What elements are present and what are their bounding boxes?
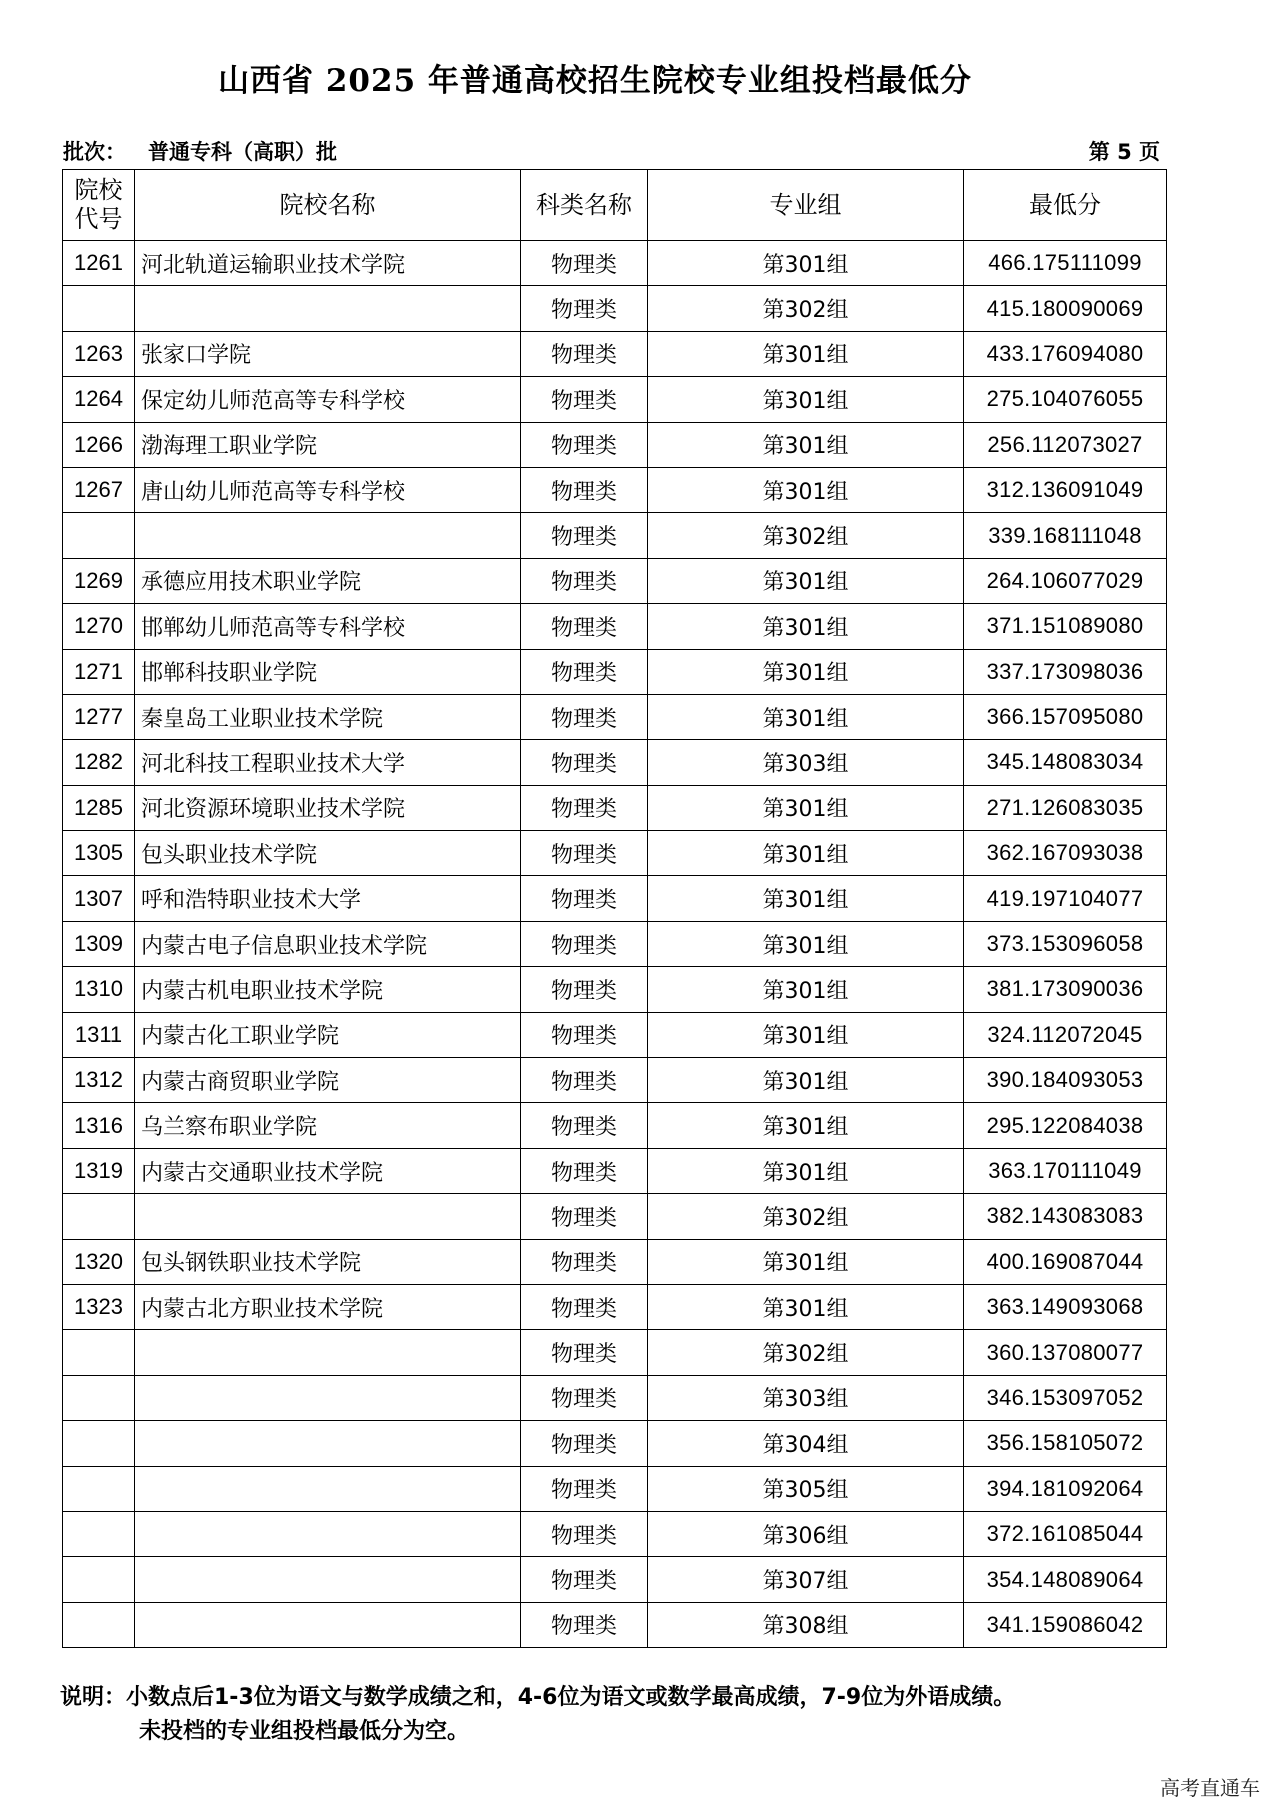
- row-group: 第301组: [648, 785, 964, 830]
- table-row: [63, 649, 1167, 694]
- row-group: 第302组: [648, 286, 964, 331]
- row-group: 第302组: [648, 513, 964, 558]
- row-category: 物理类: [521, 377, 648, 422]
- row-code: 1277: [63, 694, 135, 739]
- row-school-name: [135, 1330, 521, 1375]
- row-code: 1311: [63, 1012, 135, 1057]
- row-group: 第302组: [648, 1194, 964, 1239]
- table-row: [63, 513, 1167, 558]
- row-category: 物理类: [521, 1466, 648, 1511]
- row-code: 1309: [63, 921, 135, 966]
- row-code: 1310: [63, 967, 135, 1012]
- row-min-score: 295.122084038: [964, 1103, 1167, 1148]
- row-school-name: [135, 1375, 521, 1420]
- row-group: 第305组: [648, 1466, 964, 1511]
- row-min-score: 466.175111099: [964, 241, 1167, 286]
- batch-label: 批次：: [63, 140, 126, 164]
- row-min-score: 337.173098036: [964, 649, 1167, 694]
- row-min-score: 394.181092064: [964, 1466, 1167, 1511]
- row-school-name: [135, 1421, 521, 1466]
- row-group: 第301组: [648, 1239, 964, 1284]
- row-group: 第303组: [648, 1375, 964, 1420]
- table-row: [63, 1466, 1167, 1511]
- footnote-line1: 说明：小数点后1-3位为语文与数学成绩之和，4-6位为语文或数学最高成绩，7-9位为外语成绩。: [60, 1685, 1016, 1710]
- table-row: [63, 604, 1167, 649]
- row-school-name: 渤海理工职业学院: [135, 422, 521, 467]
- row-min-score: 312.136091049: [964, 467, 1167, 512]
- row-school-name: 内蒙古交通职业技术学院: [135, 1148, 521, 1193]
- row-group: 第301组: [648, 604, 964, 649]
- row-code: 1271: [63, 649, 135, 694]
- row-school-name: 河北资源环境职业技术学院: [135, 785, 521, 830]
- row-school-name: 张家口学院: [135, 331, 521, 376]
- row-group: 第306组: [648, 1511, 964, 1556]
- row-category: 物理类: [521, 286, 648, 331]
- row-min-score: 346.153097052: [964, 1375, 1167, 1420]
- row-code: [63, 1557, 135, 1602]
- row-category: 物理类: [521, 740, 648, 785]
- row-code: [63, 286, 135, 331]
- batch-info: [63, 136, 337, 166]
- row-min-score: 419.197104077: [964, 876, 1167, 921]
- score-table: [62, 169, 1167, 1648]
- row-code: 1264: [63, 377, 135, 422]
- row-category: 物理类: [521, 921, 648, 966]
- row-category: 物理类: [521, 876, 648, 921]
- row-category: 物理类: [521, 1602, 648, 1647]
- row-code: 1266: [63, 422, 135, 467]
- table-row: [63, 831, 1167, 876]
- row-min-score: 356.158105072: [964, 1421, 1167, 1466]
- row-min-score: 345.148083034: [964, 740, 1167, 785]
- row-group: 第301组: [648, 377, 964, 422]
- table-row: [63, 1103, 1167, 1148]
- row-min-score: 363.149093068: [964, 1284, 1167, 1329]
- row-code: 1319: [63, 1148, 135, 1193]
- row-category: 物理类: [521, 1330, 648, 1375]
- table-row: [63, 1602, 1167, 1647]
- row-group: 第301组: [648, 1148, 964, 1193]
- row-code: [63, 1602, 135, 1647]
- row-code: 1267: [63, 467, 135, 512]
- row-category: 物理类: [521, 1557, 648, 1602]
- row-code: [63, 1466, 135, 1511]
- row-category: 物理类: [521, 1421, 648, 1466]
- table-row: [63, 1148, 1167, 1193]
- row-school-name: 内蒙古北方职业技术学院: [135, 1284, 521, 1329]
- row-school-name: [135, 286, 521, 331]
- row-school-name: [135, 1194, 521, 1239]
- table-row: [63, 1421, 1167, 1466]
- row-school-name: [135, 1511, 521, 1556]
- row-school-name: 秦皇岛工业职业技术学院: [135, 694, 521, 739]
- row-school-name: 乌兰察布职业学院: [135, 1103, 521, 1148]
- table-row: [63, 377, 1167, 422]
- row-code: [63, 1511, 135, 1556]
- row-group: 第301组: [648, 467, 964, 512]
- row-code: 1307: [63, 876, 135, 921]
- row-group: 第302组: [648, 1330, 964, 1375]
- row-category: 物理类: [521, 967, 648, 1012]
- footnote: [60, 1681, 1210, 1749]
- row-school-name: [135, 1557, 521, 1602]
- footnote-line2: 未投档的专业组投档最低分为空。: [139, 1719, 470, 1744]
- row-school-name: 内蒙古商贸职业学院: [135, 1058, 521, 1103]
- row-min-score: 339.168111048: [964, 513, 1167, 558]
- row-school-name: [135, 513, 521, 558]
- header-code: [63, 170, 135, 241]
- table-row: [63, 241, 1167, 286]
- row-code: 1270: [63, 604, 135, 649]
- row-category: 物理类: [521, 785, 648, 830]
- row-group: 第301组: [648, 876, 964, 921]
- row-min-score: 415.180090069: [964, 286, 1167, 331]
- row-min-score: 381.173090036: [964, 967, 1167, 1012]
- row-category: 物理类: [521, 513, 648, 558]
- row-school-name: 承德应用技术职业学院: [135, 558, 521, 603]
- row-category: 物理类: [521, 831, 648, 876]
- table-row: [63, 331, 1167, 376]
- row-code: [63, 1330, 135, 1375]
- row-group: 第303组: [648, 740, 964, 785]
- row-code: 1320: [63, 1239, 135, 1284]
- table-row: [63, 1330, 1167, 1375]
- row-min-score: 372.161085044: [964, 1511, 1167, 1556]
- row-code: [63, 1375, 135, 1420]
- table-row: [63, 921, 1167, 966]
- row-category: 物理类: [521, 1375, 648, 1420]
- row-group: 第301组: [648, 694, 964, 739]
- row-category: 物理类: [521, 1103, 648, 1148]
- row-code: [63, 513, 135, 558]
- row-min-score: 433.176094080: [964, 331, 1167, 376]
- row-category: 物理类: [521, 1058, 648, 1103]
- page-number: 第 5 页: [1088, 140, 1160, 164]
- row-group: 第301组: [648, 1103, 964, 1148]
- row-category: 物理类: [521, 331, 648, 376]
- row-group: 第308组: [648, 1602, 964, 1647]
- header-category: 科类名称: [521, 170, 648, 241]
- table-row: [63, 1058, 1167, 1103]
- header-code-line2: 代号: [74, 205, 123, 233]
- row-school-name: 包头职业技术学院: [135, 831, 521, 876]
- row-group: 第301组: [648, 558, 964, 603]
- row-category: 物理类: [521, 1239, 648, 1284]
- row-category: 物理类: [521, 1148, 648, 1193]
- row-min-score: 271.126083035: [964, 785, 1167, 830]
- table-row: [63, 1557, 1167, 1602]
- row-group: 第301组: [648, 921, 964, 966]
- row-min-score: 341.159086042: [964, 1602, 1167, 1647]
- row-group: 第301组: [648, 1012, 964, 1057]
- row-school-name: 内蒙古化工职业学院: [135, 1012, 521, 1057]
- row-min-score: 354.148089064: [964, 1557, 1167, 1602]
- row-category: 物理类: [521, 649, 648, 694]
- row-school-name: 河北科技工程职业技术大学: [135, 740, 521, 785]
- row-code: [63, 1421, 135, 1466]
- row-code: 1323: [63, 1284, 135, 1329]
- row-school-name: 唐山幼儿师范高等专科学校: [135, 467, 521, 512]
- table-row: [63, 422, 1167, 467]
- table-row: [63, 740, 1167, 785]
- row-min-score: 362.167093038: [964, 831, 1167, 876]
- row-group: 第301组: [648, 422, 964, 467]
- row-code: 1316: [63, 1103, 135, 1148]
- row-min-score: 363.170111049: [964, 1148, 1167, 1193]
- row-min-score: 366.157095080: [964, 694, 1167, 739]
- row-school-name: 内蒙古电子信息职业技术学院: [135, 921, 521, 966]
- row-category: 物理类: [521, 604, 648, 649]
- row-school-name: 邯郸科技职业学院: [135, 649, 521, 694]
- watermark: 高考直通车: [1160, 1776, 1260, 1800]
- row-min-score: 390.184093053: [964, 1058, 1167, 1103]
- table-row: [63, 967, 1167, 1012]
- table-row: [63, 1511, 1167, 1556]
- row-min-score: 324.112072045: [964, 1012, 1167, 1057]
- row-school-name: 内蒙古机电职业技术学院: [135, 967, 521, 1012]
- row-code: 1269: [63, 558, 135, 603]
- row-min-score: 373.153096058: [964, 921, 1167, 966]
- row-school-name: 呼和浩特职业技术大学: [135, 876, 521, 921]
- row-group: 第307组: [648, 1557, 964, 1602]
- table-row: [63, 467, 1167, 512]
- row-code: 1305: [63, 831, 135, 876]
- row-group: 第301组: [648, 649, 964, 694]
- row-category: 物理类: [521, 1511, 648, 1556]
- batch-value: 普通专科（高职）批: [148, 140, 337, 164]
- row-min-score: 264.106077029: [964, 558, 1167, 603]
- row-code: 1263: [63, 331, 135, 376]
- row-code: 1312: [63, 1058, 135, 1103]
- row-group: 第301组: [648, 241, 964, 286]
- header-group: 专业组: [648, 170, 964, 241]
- row-code: 1282: [63, 740, 135, 785]
- header-code-line1: 院校: [74, 176, 123, 204]
- header-score: 最低分: [964, 170, 1167, 241]
- row-group: 第304组: [648, 1421, 964, 1466]
- table-row: [63, 1375, 1167, 1420]
- row-school-name: [135, 1602, 521, 1647]
- row-category: 物理类: [521, 1284, 648, 1329]
- row-category: 物理类: [521, 1012, 648, 1057]
- table-row: [63, 1194, 1167, 1239]
- table-row: [63, 1012, 1167, 1057]
- row-min-score: 360.137080077: [964, 1330, 1167, 1375]
- table-row: [63, 1284, 1167, 1329]
- row-min-score: 275.104076055: [964, 377, 1167, 422]
- header-name: 院校名称: [135, 170, 521, 241]
- row-category: 物理类: [521, 694, 648, 739]
- table-row: [63, 785, 1167, 830]
- table-header-row: [63, 170, 1167, 241]
- row-min-score: 256.112073027: [964, 422, 1167, 467]
- table-row: [63, 1239, 1167, 1284]
- row-code: 1261: [63, 241, 135, 286]
- row-category: 物理类: [521, 422, 648, 467]
- row-category: 物理类: [521, 241, 648, 286]
- row-code: 1285: [63, 785, 135, 830]
- table-row: [63, 876, 1167, 921]
- table-row: [63, 286, 1167, 331]
- row-school-name: 邯郸幼儿师范高等专科学校: [135, 604, 521, 649]
- row-min-score: 382.143083083: [964, 1194, 1167, 1239]
- row-group: 第301组: [648, 831, 964, 876]
- row-category: 物理类: [521, 1194, 648, 1239]
- row-min-score: 371.151089080: [964, 604, 1167, 649]
- row-category: 物理类: [521, 558, 648, 603]
- row-min-score: 400.169087044: [964, 1239, 1167, 1284]
- table-row: [63, 558, 1167, 603]
- row-school-name: [135, 1466, 521, 1511]
- row-group: 第301组: [648, 1058, 964, 1103]
- page-title: 山西省 2025 年普通高校招生院校专业组投档最低分: [218, 63, 972, 99]
- row-category: 物理类: [521, 467, 648, 512]
- row-school-name: 包头钢铁职业技术学院: [135, 1239, 521, 1284]
- row-school-name: 保定幼儿师范高等专科学校: [135, 377, 521, 422]
- row-school-name: 河北轨道运输职业技术学院: [135, 241, 521, 286]
- row-group: 第301组: [648, 1284, 964, 1329]
- row-group: 第301组: [648, 331, 964, 376]
- row-group: 第301组: [648, 967, 964, 1012]
- row-code: [63, 1194, 135, 1239]
- table-row: [63, 694, 1167, 739]
